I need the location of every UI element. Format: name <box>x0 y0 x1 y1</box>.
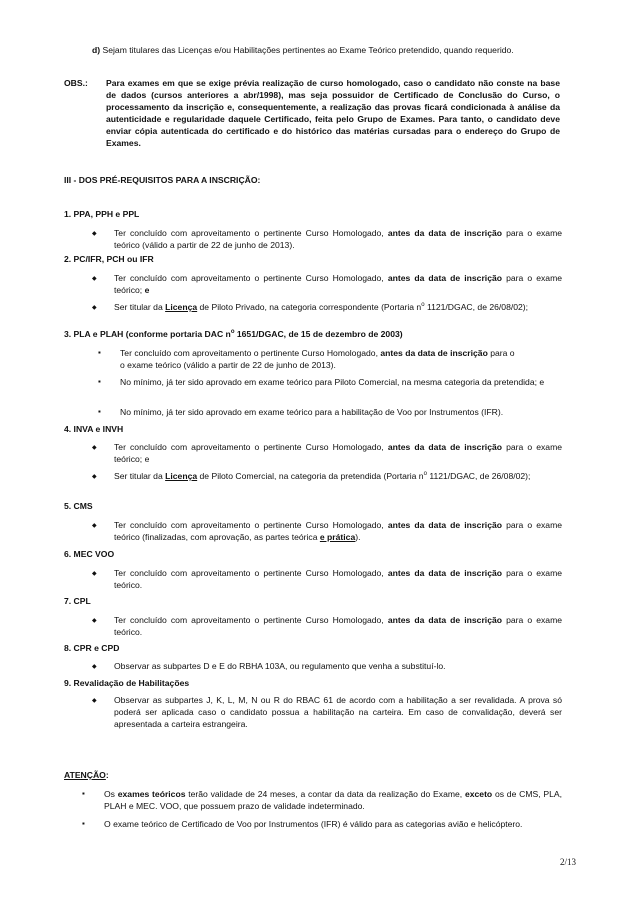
bullet-icon <box>98 376 101 388</box>
bullet-bold: antes da data de inscrição <box>387 520 503 530</box>
list-item <box>92 788 562 812</box>
page-number: 2/13 <box>559 857 576 867</box>
obs-label: OBS.: <box>64 78 88 88</box>
bullet-text: para o <box>490 348 515 358</box>
list-item <box>102 272 562 296</box>
bullet-text: Ter concluído com aproveitamento o pertinente Curso Homologado, <box>114 520 384 530</box>
bullet-bold: antes da data de inscrição <box>387 442 503 452</box>
list-item <box>102 227 562 251</box>
group-5-title: 5. CMS <box>64 501 93 511</box>
bullet-bold: e <box>144 285 150 295</box>
list-item <box>102 519 562 543</box>
bullet-text: para o <box>506 273 533 283</box>
bullet-text: 1121/DGAC, de 26/08/02); <box>429 471 531 481</box>
item-d-text: Sejam titulares das Licenças e/ou Habilitações pertinentes ao Exame Teórico pretendido, quando requerido. <box>102 45 514 55</box>
bullet-bold: e prática <box>319 532 356 542</box>
bullet-text: de Piloto Comercial, na categoria da pretendida (Portaria n <box>199 471 424 481</box>
bullet-text: Ter concluído com aproveitamento o pertinente Curso Homologado, <box>114 442 384 452</box>
group-8-title: 8. CPR e CPD <box>64 643 120 653</box>
superscript: o <box>230 329 235 336</box>
bullet-text: O exame teórico de Certificado de Voo por Instrumentos (IFR) é válido para as categorias avião e helicóptero. <box>104 819 523 829</box>
bullet-icon <box>92 272 97 285</box>
bullet-text: ). <box>355 532 361 542</box>
list-item <box>102 470 562 482</box>
bullet-text: para o <box>506 228 533 238</box>
bullet-bold: antes da data de inscrição <box>387 273 503 283</box>
bullet-text: 1121/DGAC, de 26/08/02); <box>426 302 529 312</box>
group-3-title <box>64 328 403 340</box>
bullet-text: Ter concluído com aproveitamento o pertinente Curso Homologado, <box>114 273 384 283</box>
bullet-text: exame teórico. <box>114 568 563 590</box>
bullet-text: para o <box>506 442 533 452</box>
bullet-text: No mínimo, já ter sido aprovado em exame teórico para Piloto Comercial, na mesma categoria da pretendida; e <box>120 377 545 387</box>
section-title-text: III - DOS PRÉ-REQUISITOS PARA A INSCRIÇÃO: <box>64 175 261 185</box>
list-item <box>92 818 562 830</box>
bullet-icon <box>82 818 85 830</box>
bullet-text: exame teórico (finalizadas, com aprovação, as partes teórica <box>114 520 563 542</box>
obs-text: Para exames em que se exige prévia realização de curso homologado, caso o candidato não conste na base de dados (cursos anteriores a abr/1998), mas seja possuidor de Certificado de Conclusão do Curso, o processamento da inscrição e, consequentemente, a realização das provas ficará condicionada à análise da autenticidade e regularidade daquele Certificado, feita pelo Grupo de Exames. Para tanto, o candidato deve enviar cópia autenticada do certificado e do histórico das matérias cursadas para o endereço do Grupo de Exames. <box>106 78 560 148</box>
bullet-text: os de CMS, PLA, PLAH e MEC. VOO, que possuem prazo de validade indeterminado. <box>104 789 562 811</box>
bullet-text: Observar as subpartes D e E do RBHA 103A, ou regulamento que venha a substituí-lo. <box>114 661 446 671</box>
bullet-text: para o <box>506 520 533 530</box>
licenca-link-text: Licença <box>165 471 198 481</box>
bullet-text: Ter concluído com aproveitamento o pertinente Curso Homologado, <box>114 568 384 578</box>
bullet-icon <box>92 470 97 483</box>
group-1-title: 1. PPA, PPH e PPL <box>64 209 140 219</box>
bullet-icon <box>92 227 97 240</box>
group-4-title: 4. INVA e INVH <box>64 424 124 434</box>
bullet-text: No mínimo, já ter sido aprovado em exame teórico para a habilitação de Voo por Instrumentos (IFR). <box>120 407 504 417</box>
bullet-icon <box>98 406 101 418</box>
group-3-title-text: 1651/DGAC, de 15 de dezembro de 2003) <box>236 329 403 339</box>
bullet-text: Observar as subpartes J, K, L, M, N ou R do RBAC 61 de acordo com a habilitação a ser revalidada. A prova só poderá ser aplicada caso o candidato possua a habilitação na carteira. Em caso de convalidação, deverá ser apresentada a carteira estrangeira. <box>114 695 562 729</box>
bullet-text: para o <box>506 568 533 578</box>
bullet-text: Ter concluído com aproveitamento o pertinente Curso Homologado, <box>120 348 378 358</box>
item-d-letter: d) <box>92 45 101 55</box>
list-item <box>108 376 562 388</box>
list-item <box>102 301 562 313</box>
attention-colon: : <box>105 770 109 780</box>
section-title <box>64 174 260 186</box>
list-item <box>102 660 562 672</box>
bullet-text: exame teórico. <box>114 615 563 637</box>
bullet-icon <box>92 614 97 627</box>
group-2-title: 2. PC/IFR, PCH ou IFR <box>64 254 154 264</box>
bullet-icon <box>92 519 97 532</box>
list-item <box>102 614 562 638</box>
item-d <box>92 44 560 56</box>
bullet-text: o exame teórico (válido a partir de 22 de junho de 2013). <box>120 360 336 370</box>
bullet-text: exame teórico; <box>114 273 563 295</box>
list-item <box>102 441 562 465</box>
bullet-text: Ser titular da <box>114 302 163 312</box>
bullet-icon <box>92 660 97 673</box>
list-item <box>102 694 562 730</box>
bullet-icon <box>82 788 85 800</box>
list-item <box>102 567 562 591</box>
bullet-icon <box>92 567 97 580</box>
group-7-title: 7. CPL <box>64 596 91 606</box>
superscript: o <box>423 471 427 478</box>
bullet-text: exame teórico; e <box>114 442 563 464</box>
group-9-title: 9. Revalidação de Habilitações <box>64 678 190 688</box>
bullet-text: exame teórico (válido a partir de 22 de junho de 2013). <box>114 228 563 250</box>
bullet-text: para o <box>506 615 533 625</box>
list-item <box>108 406 562 418</box>
group-6-title: 6. MEC VOO <box>64 549 115 559</box>
bullet-text: Os <box>104 789 115 799</box>
bullet-icon <box>92 301 97 314</box>
bullet-bold: antes da data de inscrição <box>380 348 488 358</box>
bullet-text: Ser titular da <box>114 471 163 481</box>
bullet-icon <box>92 441 97 454</box>
bullet-bold: antes da data de inscrição <box>387 568 503 578</box>
bullet-bold: antes da data de inscrição <box>387 228 503 238</box>
attention-title <box>64 769 109 781</box>
list-item <box>108 347 562 371</box>
bullet-bold: antes da data de inscrição <box>387 615 503 625</box>
group-3-title-text: 3. PLA e PLAH (conforme portaria DAC n <box>64 329 231 339</box>
licenca-link-text: Licença <box>165 302 198 312</box>
attention-title-text: ATENÇÃO <box>64 770 106 780</box>
bullet-bold: exames teóricos <box>117 789 186 799</box>
obs-paragraph <box>64 77 560 149</box>
bullet-icon <box>92 694 97 707</box>
bullet-text: terão validade de 24 meses, a contar da data da realização do Exame, <box>188 789 463 799</box>
bullet-text: de Piloto Privado, na categoria correspondente (Portaria n <box>199 302 422 312</box>
bullet-text: Ter concluído com aproveitamento o pertinente Curso Homologado, <box>114 615 384 625</box>
bullet-bold: exceto <box>464 789 493 799</box>
bullet-icon <box>98 347 101 359</box>
bullet-text: Ter concluído com aproveitamento o pertinente Curso Homologado, <box>114 228 384 238</box>
superscript: o <box>421 302 425 309</box>
